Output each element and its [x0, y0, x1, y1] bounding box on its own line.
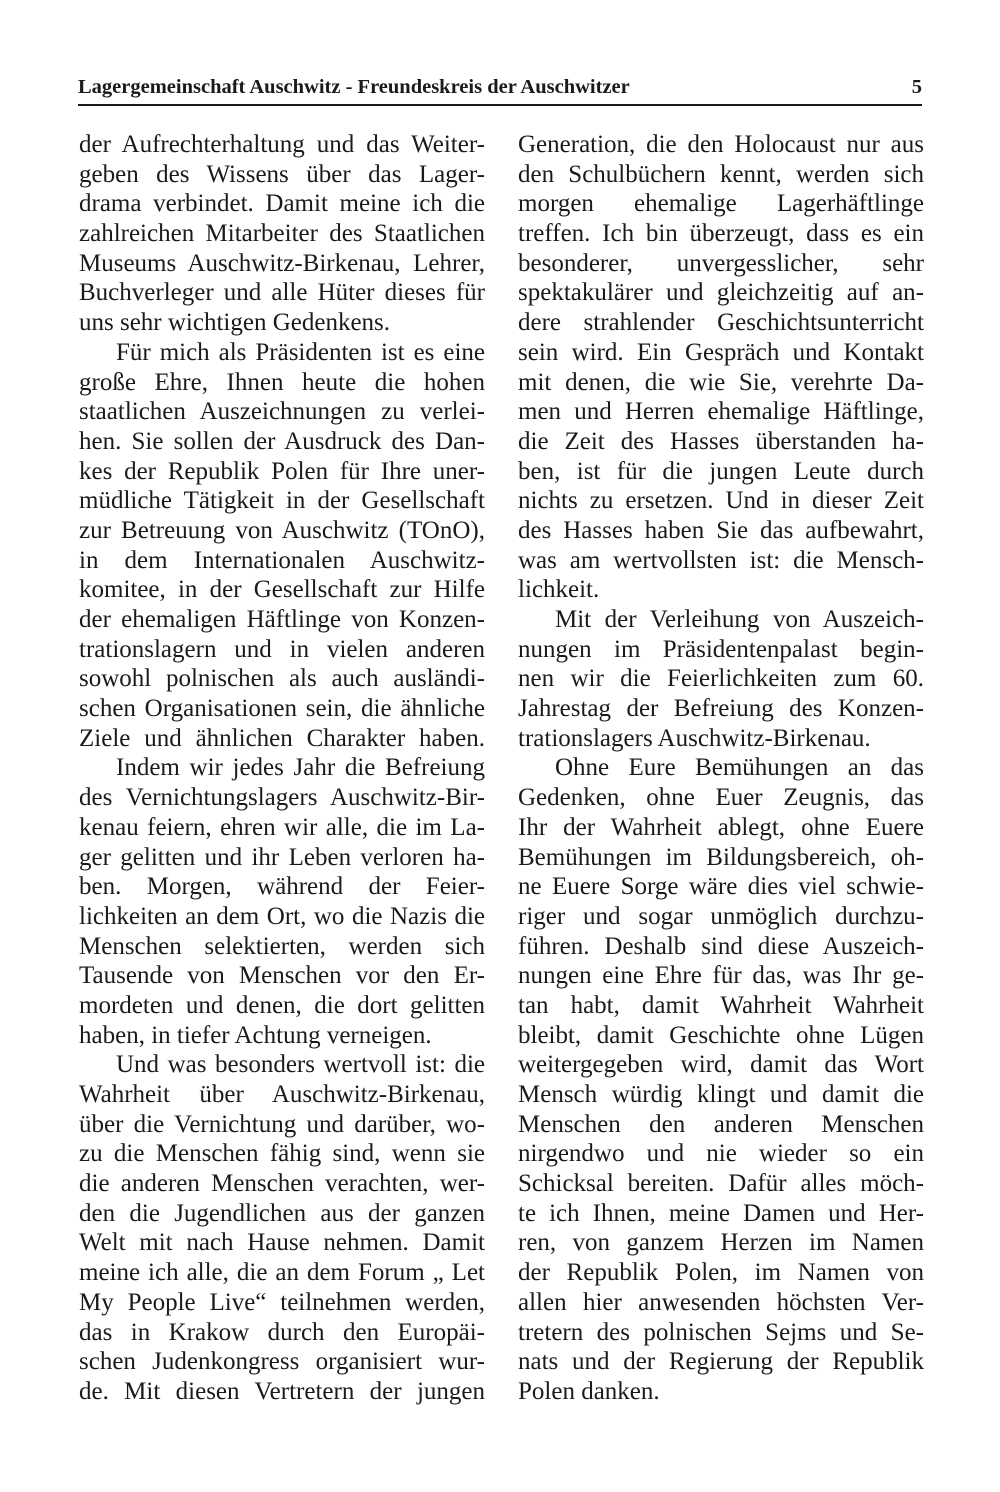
text-line: Mensch würdig klingt und damit die	[518, 1081, 924, 1108]
text-line: besonderer, unvergesslicher, sehr	[518, 249, 924, 277]
text-line: tan habt, damit Wahrheit Wahrheit	[518, 991, 924, 1019]
text-line: Menschen den anderen Menschen	[518, 1110, 924, 1138]
text-line: ben, ist für die jungen Leute durch	[518, 457, 924, 485]
text-line: ben. Morgen, während der Feier-	[79, 873, 485, 901]
text-line: sowohl polnischen als auch ausländi-	[79, 665, 485, 693]
text-line: Ihr der Wahrheit ablegt, ohne Euere	[518, 813, 924, 841]
text-line: Ohne Eure Bemühungen an das	[555, 754, 924, 782]
text-line: men und Herren ehemalige Häftlinge,	[518, 398, 924, 426]
text-line: sein wird. Ein Gespräch und Kontakt	[518, 338, 924, 366]
text-line: nen wir die Feierlichkeiten zum 60.	[518, 665, 924, 693]
text-line: hen. Sie sollen der Ausdruck des Dan-	[79, 427, 485, 455]
text-line: spektakulärer und gleichzeitig auf an-	[518, 279, 924, 307]
text-line: Wahrheit über Auschwitz-Birkenau,	[79, 1081, 485, 1108]
text-line: Gedenken, ohne Euer Zeugnis, das	[518, 784, 924, 812]
text-line: staatlichen Auszeichnungen zu verlei-	[79, 398, 485, 426]
text-line: ger gelitten und ihr Leben verloren ha-	[79, 843, 485, 871]
text-line: Tausende von Menschen vor den Er-	[79, 962, 485, 990]
text-line: Generation, die den Holocaust nur aus	[518, 131, 924, 158]
text-line: führen. Deshalb sind diese Auszeich-	[518, 932, 924, 960]
text-line: Buchverleger und alle Hüter dieses für	[79, 279, 485, 307]
text-line: komitee, in der Gesellschaft zur Hilfe	[79, 576, 485, 604]
text-line: große Ehre, Ihnen heute die hohen	[79, 368, 485, 396]
text-line: müdliche Tätigkeit in der Gesellschaft	[79, 487, 485, 515]
text-line: zu die Menschen fähig sind, wenn sie	[79, 1140, 485, 1168]
text-line: Jahrestag der Befreiung des Konzen-	[518, 695, 924, 723]
text-line: zur Betreuung von Auschwitz (TOnO),	[79, 516, 485, 544]
text-line: nungen im Präsidentenpalast begin-	[518, 635, 924, 663]
running-header	[78, 72, 922, 106]
right-text-column	[518, 130, 924, 1407]
text-line: lichkeiten an dem Ort, wo die Nazis die	[79, 902, 485, 930]
text-line: Bemühungen im Bildungsbereich, oh-	[518, 843, 924, 871]
text-line: treffen. Ich bin überzeugt, dass es ein	[518, 220, 924, 248]
text-line: dere strahlender Geschichtsunterricht	[518, 309, 924, 337]
text-line: der Aufrechterhaltung und das Weiter-	[79, 131, 485, 158]
text-line: haben, in tiefer Achtung verneigen.	[79, 1021, 432, 1049]
text-line: schen Organisationen sein, die ähnliche	[79, 695, 485, 723]
text-line: nichts zu ersetzen. Und in dieser Zeit	[518, 487, 924, 515]
text-line: Und was besonders wertvoll ist: die	[116, 1051, 485, 1079]
text-line: nungen eine Ehre für das, was Ihr ge-	[518, 962, 924, 990]
text-line: des Vernichtungslagers Auschwitz-Bir-	[79, 784, 485, 812]
text-line: ren, von ganzem Herzen im Namen	[518, 1229, 924, 1257]
text-line: riger und sogar unmöglich durchzu-	[518, 902, 924, 930]
text-line: Museums Auschwitz-Birkenau, Lehrer,	[79, 249, 485, 277]
text-line: Mit der Verleihung von Auszeich-	[555, 606, 924, 633]
text-line: nirgendwo und nie wieder so ein	[518, 1140, 924, 1168]
text-line: Polen danken.	[518, 1377, 660, 1405]
text-line: bleibt, damit Geschichte ohne Lügen	[518, 1021, 924, 1049]
text-line: in dem Internationalen Auschwitz-	[79, 546, 485, 574]
text-line: allen hier anwesenden höchsten Ver-	[518, 1288, 924, 1316]
text-line: den die Jugendlichen aus der ganzen	[79, 1199, 485, 1227]
text-line: Welt mit nach Hause nehmen. Damit	[79, 1229, 485, 1257]
text-line: des Hasses haben Sie das aufbewahrt,	[518, 516, 924, 544]
text-line: drama verbindet. Damit meine ich die	[79, 190, 485, 218]
text-line: der Republik Polen, im Namen von	[518, 1259, 924, 1287]
text-line: nats und der Regierung der Republik	[518, 1348, 924, 1376]
text-line: tretern des polnischen Sejms und Se-	[518, 1318, 924, 1346]
text-line: was am wertvollsten ist: die Mensch-	[518, 546, 924, 574]
header-title: Lagergemeinschaft Auschwitz - Freundeskreis der Auschwitzer	[78, 76, 630, 98]
text-line: My People Live“ teilnehmen werden,	[79, 1288, 485, 1316]
left-text-column	[79, 130, 485, 1407]
text-line: meine ich alle, die an dem Forum „ Let	[79, 1259, 485, 1287]
text-line: Ziele und ähnlichen Charakter haben.	[79, 724, 485, 752]
text-line: den Schulbüchern kennt, werden sich	[518, 160, 924, 188]
text-line: trationslagers Auschwitz-Birkenau.	[518, 724, 871, 752]
text-line: weitergegeben wird, damit das Wort	[518, 1051, 924, 1079]
text-line: kes der Republik Polen für Ihre uner-	[79, 457, 485, 485]
text-line: morgen ehemalige Lagerhäftlinge	[518, 190, 924, 218]
text-line: kenau feiern, ehren wir alle, die im La-	[79, 813, 485, 841]
text-line: uns sehr wichtigen Gedenkens.	[79, 309, 391, 337]
text-line: mit denen, die wie Sie, verehrte Da-	[518, 368, 924, 396]
text-line: zahlreichen Mitarbeiter des Staatlichen	[79, 220, 485, 248]
text-line: Schicksal bereiten. Dafür alles möch-	[518, 1170, 924, 1198]
text-line: Für mich als Präsidenten ist es eine	[116, 338, 485, 366]
text-line: te ich Ihnen, meine Damen und Her-	[518, 1199, 924, 1227]
text-line: de. Mit diesen Vertretern der jungen	[79, 1377, 485, 1405]
text-line: Indem wir jedes Jahr die Befreiung	[116, 754, 485, 782]
text-line: lichkeit.	[518, 576, 600, 604]
text-line: mordeten und denen, die dort gelitten	[79, 991, 485, 1019]
text-line: die Zeit des Hasses überstanden ha-	[518, 427, 924, 455]
text-line: Menschen selektierten, werden sich	[79, 932, 485, 960]
text-line: die anderen Menschen verachten, wer-	[79, 1170, 485, 1198]
page-number: 5	[911, 76, 922, 98]
text-line: das in Krakow durch den Europäi-	[79, 1318, 485, 1346]
text-line: ne Euere Sorge wäre dies viel schwie-	[518, 873, 924, 901]
text-line: schen Judenkongress organisiert wur-	[79, 1348, 485, 1376]
text-line: über die Vernichtung und darüber, wo-	[79, 1110, 485, 1138]
text-line: trationslagern und in vielen anderen	[79, 635, 485, 663]
text-line: geben des Wissens über das Lager-	[79, 160, 485, 188]
text-line: der ehemaligen Häftlinge von Konzen-	[79, 606, 485, 633]
